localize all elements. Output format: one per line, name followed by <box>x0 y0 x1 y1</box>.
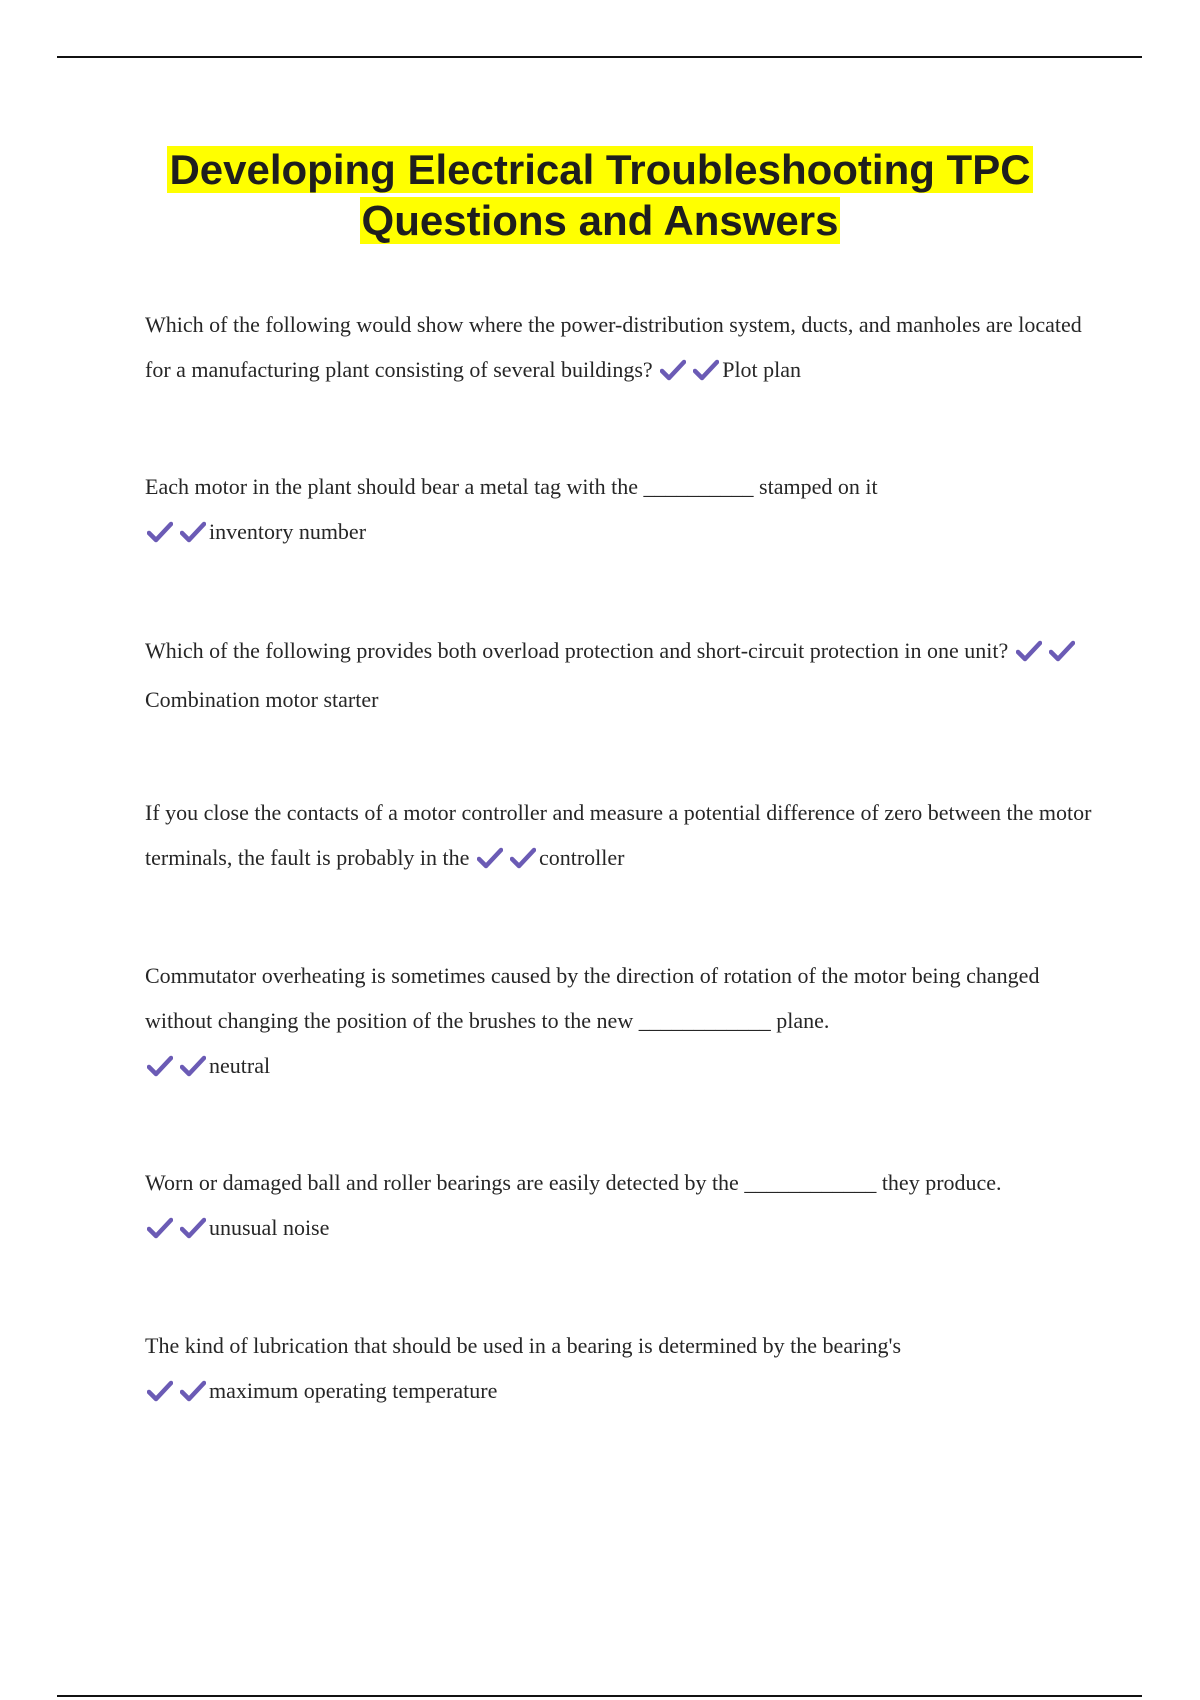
checkmark-icon <box>510 847 536 869</box>
page-title <box>167 146 1032 244</box>
qa-item-6 <box>145 1160 1095 1254</box>
qa-item-3 <box>145 628 1095 722</box>
check-pair <box>147 1209 206 1254</box>
question-text: Worn or damaged ball and roller bearings are easily detected by the ____________ they produce. <box>145 1170 1002 1195</box>
answer-text: Plot plan <box>722 357 802 382</box>
answer-text: maximum operating temperature <box>209 1378 498 1403</box>
qa-item-1 <box>145 302 1095 396</box>
checkmark-icon <box>1049 640 1075 662</box>
checkmark-icon <box>693 359 719 381</box>
check-pair <box>1016 632 1075 677</box>
checkmark-icon <box>147 1380 173 1402</box>
question-text: Each motor in the plant should bear a metal tag with the __________ stamped on it <box>145 474 878 499</box>
answer-line <box>475 845 625 870</box>
answer-line <box>658 357 801 382</box>
checkmark-icon <box>147 1217 173 1239</box>
check-pair <box>660 351 719 396</box>
checkmark-icon <box>180 1217 206 1239</box>
checkmark-icon <box>660 359 686 381</box>
question-text: Which of the following provides both overload protection and short-circuit protection in one unit? <box>145 638 1009 663</box>
check-pair <box>477 839 536 884</box>
answer-text: inventory number <box>209 519 367 544</box>
question-text: Which of the following would show where the power-distribution system, ducts, and manholes are located for a manufacturing plant consisting of several buildings? <box>145 312 1082 382</box>
qa-item-7 <box>145 1323 1095 1417</box>
top-rule <box>57 56 1142 58</box>
question-text: Commutator overheating is sometimes caused by the direction of rotation of the motor being changed without changing the position of the brushes to the new ____________ plane. <box>145 963 1040 1033</box>
bottom-rule <box>57 1695 1142 1697</box>
title-block <box>0 144 1200 246</box>
page-title-line-1: Developing Electrical Troubleshooting TPC <box>169 146 1031 193</box>
answer-text: Combination motor starter <box>145 687 379 712</box>
check-pair <box>147 1372 206 1417</box>
answer-line <box>145 1043 1095 1092</box>
answer-text: neutral <box>209 1053 271 1078</box>
checkmark-icon <box>180 1380 206 1402</box>
checkmark-icon <box>477 847 503 869</box>
check-pair <box>147 1047 206 1092</box>
answer-line <box>145 509 1095 558</box>
checkmark-icon <box>180 521 206 543</box>
checkmark-icon <box>180 1055 206 1077</box>
check-pair <box>147 513 206 558</box>
answer-text: unusual noise <box>209 1215 330 1240</box>
checkmark-icon <box>147 521 173 543</box>
checkmark-icon <box>147 1055 173 1077</box>
answer-line <box>145 1205 1095 1254</box>
page-title-line-2: Questions and Answers <box>361 197 839 244</box>
qa-item-2 <box>145 464 1095 558</box>
checkmark-icon <box>1016 640 1042 662</box>
answer-text: controller <box>538 845 625 870</box>
question-text: The kind of lubrication that should be used in a bearing is determined by the bearing's <box>145 1333 902 1358</box>
qa-item-5 <box>145 953 1095 1092</box>
answer-line <box>145 1368 1095 1417</box>
question-text: If you close the contacts of a motor controller and measure a potential difference of zero between the motor terminals, the fault is probably in the <box>145 800 1092 870</box>
qa-item-4 <box>145 790 1095 884</box>
